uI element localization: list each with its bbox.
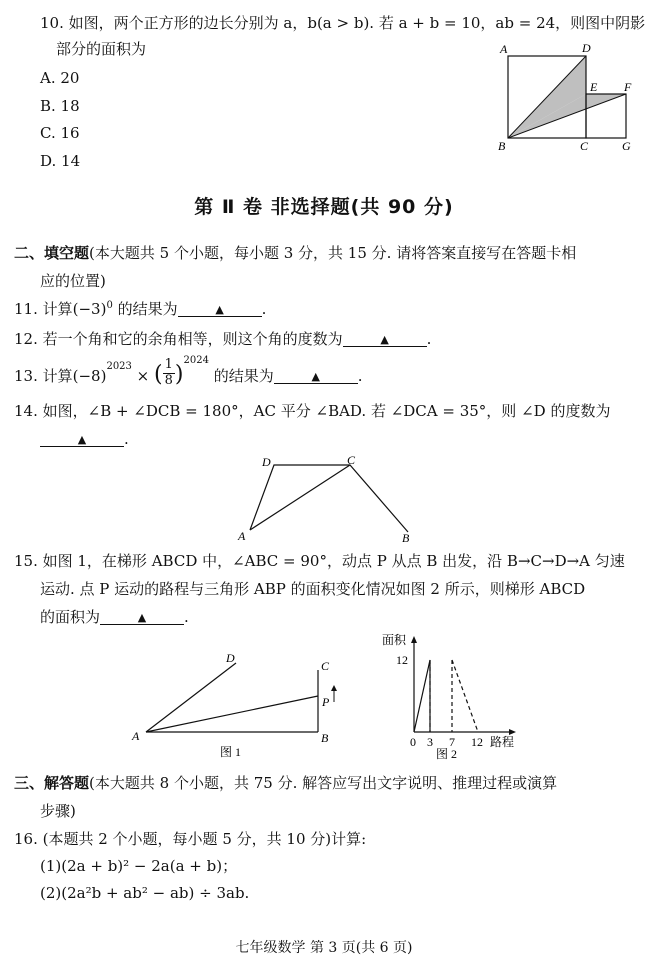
section3-header xyxy=(14,774,557,792)
q13 xyxy=(14,355,363,394)
fig2-y-tick-12: 12 xyxy=(396,653,408,667)
q15-answer-blank[interactable] xyxy=(100,608,184,625)
q10-label-g: G xyxy=(622,139,631,153)
q10-option-a: A. 20 xyxy=(40,69,80,87)
q15-figure2-graph xyxy=(374,630,534,762)
q11-text-post: 的结果为 xyxy=(112,300,178,318)
q16-head: 16. (本题共 2 个小题，每小题 5 分，共 10 分)计算: xyxy=(14,830,367,848)
q14-label-b: B xyxy=(402,531,410,545)
q12 xyxy=(14,330,431,348)
blank-triangle-icon: ▲ xyxy=(215,303,224,316)
q13-text-post: 的结果为 xyxy=(208,367,274,385)
blank-triangle-icon: ▲ xyxy=(77,433,87,446)
q13-paren-right: ) xyxy=(174,362,184,387)
q14-answer-blank[interactable] xyxy=(40,430,124,447)
q13-numerator: 1 xyxy=(164,357,173,373)
q14-label-a: A xyxy=(238,529,246,543)
q13-exponent-1: 2023 xyxy=(106,361,132,372)
q15-line2: 运动. 点 P 运动的路程与三角形 ABP 的面积变化情况如图 2 所示，则梯形 ABCD xyxy=(40,580,586,598)
blank-triangle-icon: ▲ xyxy=(380,333,389,346)
q11-exponent: 0 xyxy=(106,300,113,311)
fig1-label-a: A xyxy=(132,729,140,743)
q14-quadrilateral-figure xyxy=(230,450,420,545)
section3-desc1: (本大题共 8 个小题，共 75 分. 解答应写出文字说明、推理过程或演算 xyxy=(89,774,558,792)
part2-title: 第 Ⅱ 卷 非选择题(共 90 分) xyxy=(194,196,454,218)
q14-label-c: C xyxy=(347,453,356,467)
fig2-x-tick-7: 7 xyxy=(449,735,455,749)
fig1-label-c: C xyxy=(321,659,330,673)
blank-triangle-icon: ▲ xyxy=(311,370,320,383)
q13-answer-blank[interactable] xyxy=(274,367,358,384)
section3-title: 三、解答题 xyxy=(14,774,90,792)
q13-exponent-2: 2024 xyxy=(183,355,209,366)
q13-paren-left: ( xyxy=(154,362,163,387)
q10-label-a: A xyxy=(500,42,508,56)
q15-line1: 15. 如图 1，在梯形 ABCD 中，∠ABC = 90°，动点 P 从点 B 出发，沿 B→C→D→A 匀速 xyxy=(14,552,625,570)
q10-option-c: C. 16 xyxy=(40,124,80,142)
fig1-label-b: B xyxy=(321,731,329,745)
q14-label-d: D xyxy=(262,455,271,469)
q10-label-f: F xyxy=(624,80,632,94)
q16-part2: (2)(2a²b + ab² − ab) ÷ 3ab. xyxy=(40,884,250,902)
fig1-label-p: P xyxy=(322,695,330,709)
q13-times: × xyxy=(131,367,155,385)
blank-triangle-icon: ▲ xyxy=(137,611,147,624)
q10-label-e: E xyxy=(590,80,598,94)
q16-part1: (1)(2a + b)² − 2a(a + b)； xyxy=(40,857,238,875)
fig2-caption: 图 2 xyxy=(436,747,458,761)
q14-line1: 14. 如图，∠B + ∠DCB = 180°，AC 平分 ∠BAD. 若 ∠DCA = 35°，则 ∠D 的度数为 xyxy=(14,402,611,420)
q12-period: . xyxy=(426,330,432,348)
fig1-label-d: D xyxy=(226,651,235,665)
section2-desc2: 应的位置) xyxy=(40,272,106,290)
q10-line2: 部分的面积为 xyxy=(56,40,147,58)
q10-option-b: B. 18 xyxy=(40,97,80,115)
q12-answer-blank[interactable] xyxy=(343,330,427,347)
q10-option-d: D. 14 xyxy=(40,152,81,170)
section2-desc1: (本大题共 5 个小题，每小题 3 分，共 15 分. 请将答案直接写在答题卡相 xyxy=(89,244,577,262)
section3-desc2: 步骤) xyxy=(40,802,76,820)
q15-period: . xyxy=(184,608,189,626)
fig2-x-tick-3: 3 xyxy=(427,735,433,749)
q10-label-d: D xyxy=(582,41,591,55)
section2-title: 二、填空题 xyxy=(14,244,90,262)
q11-answer-blank[interactable] xyxy=(178,300,262,317)
q11-text: 11. 计算(−3) xyxy=(14,300,107,318)
fig2-xlabel: 路程 xyxy=(490,735,515,749)
q13-text: 13. 计算(−8) xyxy=(14,367,107,385)
q10-line1: 10. 如图，两个正方形的边长分别为 a，b(a > b). 若 a + b = 10，ab = 24，则图中阴影 xyxy=(40,14,646,32)
fig2-x-tick-0: 0 xyxy=(410,735,416,749)
fig2-x-tick-12: 12 xyxy=(471,735,483,749)
q15-line3-text: 的面积为 xyxy=(40,608,101,626)
q15-figure1-trapezoid xyxy=(128,650,348,762)
fig2-ylabel: 面积 xyxy=(382,633,407,647)
q10-label-b: B xyxy=(498,139,506,153)
q13-fraction xyxy=(163,358,175,388)
q14-line2 xyxy=(40,430,129,448)
q15-line3 xyxy=(40,608,189,626)
q10-squares-figure xyxy=(490,38,640,156)
q11-period: . xyxy=(261,300,267,318)
page-footer: 七年级数学 第 3 页(共 6 页) xyxy=(235,940,413,956)
q11 xyxy=(14,300,266,318)
q12-text: 12. 若一个角和它的余角相等，则这个角的度数为 xyxy=(14,330,343,348)
q13-denominator: 8 xyxy=(164,372,173,388)
q14-period: . xyxy=(124,430,129,448)
q13-period: . xyxy=(357,367,363,385)
section2-header xyxy=(14,244,576,262)
fig1-caption: 图 1 xyxy=(220,745,242,759)
q10-label-c: C xyxy=(580,139,589,153)
